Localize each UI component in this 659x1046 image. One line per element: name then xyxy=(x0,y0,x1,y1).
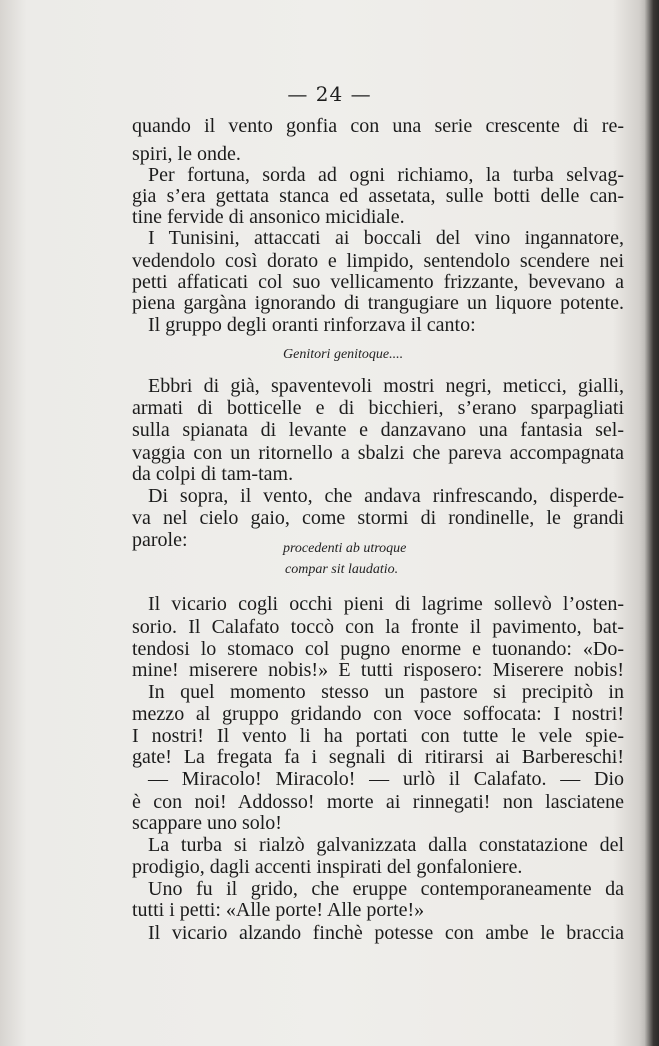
text-line: da colpi di tam-tam. xyxy=(132,463,294,485)
text-line: tine fervide di ansonico micidiale. xyxy=(132,206,405,228)
text-line: mezzo al gruppo gridando con voce soffocata: I nostri! xyxy=(132,703,624,725)
text-line: piena gargàna ignorando di trangugiare un liquore potente. xyxy=(132,292,624,314)
text-line: gia s’era gettata stanca ed assetata, sulle botti delle can- xyxy=(132,185,624,207)
text-line: spiri, le onde. xyxy=(132,143,241,165)
text-line: è con noi! Addosso! morte ai rinnegati! non lasciatene xyxy=(132,791,624,813)
text-line: quando il vento gonfia con una serie crescente di re- xyxy=(132,115,624,137)
text-line: tutti i petti: «Alle porte! Alle porte!» xyxy=(132,899,425,921)
text-line: Il vicario cogli occhi pieni di lagrime sollevò l’osten- xyxy=(148,593,624,615)
text-line: Ebbri di già, spaventevoli mostri negri, meticci, gialli, xyxy=(148,375,624,397)
text-line: mine! miserere nobis!» E tutti risposero: Miserere nobis! xyxy=(132,659,624,681)
text-line: petti affaticati col suo vellicamento frizzante, bevevano a xyxy=(132,271,624,293)
text-line: I nostri! Il vento li ha portati con tutte le vele spie- xyxy=(132,725,624,747)
text-line: prodigio, dagli accenti inspirati del gonfaloniere. xyxy=(132,856,523,878)
text-line: gate! La fregata fa i segnali di ritirarsi ai Barbereschi! xyxy=(132,746,624,768)
text-line: va nel cielo gaio, come stormi di rondinelle, le grandi xyxy=(132,507,624,529)
text-line: In quel momento stesso un pastore si precipitò in xyxy=(148,681,624,703)
liturgical-verse: Genitori genitoque.... xyxy=(283,347,404,362)
text-line: Per fortuna, sorda ad ogni richiamo, la turba selvag- xyxy=(148,164,624,186)
text-line: sulla spianata di levante e danzavano una fantasia sel- xyxy=(132,419,624,441)
text-line: Il vicario alzando finchè potesse con ambe le braccia xyxy=(148,922,624,944)
text-line: vedendolo così dorato e limpido, sentendolo scendere nei xyxy=(132,250,624,272)
text-line: Il gruppo degli oranti rinforzava il canto: xyxy=(148,314,476,336)
text-line: Di sopra, il vento, che andava rinfrescando, disperde- xyxy=(148,485,624,507)
liturgical-verse: compar sit laudatio. xyxy=(285,562,399,577)
text-line: sorio. Il Calafato toccò con la fronte il pavimento, bat- xyxy=(132,616,624,638)
text-line: La turba si rialzò galvanizzata dalla constatazione del xyxy=(148,834,624,856)
text-line: — Miracolo! Miracolo! — urlò il Calafato. — Dio xyxy=(148,768,624,790)
page-number: — 24 — xyxy=(287,82,372,106)
text-line: armati di botticelle e di bicchieri, s’erano sparpagliati xyxy=(132,397,624,419)
text-line: I Tunisini, attaccati ai boccali del vino ingannatore, xyxy=(148,227,624,249)
page-edge-shadow xyxy=(645,0,659,1046)
text-line: parole: xyxy=(132,529,188,551)
liturgical-verse: procedenti ab utroque xyxy=(283,541,407,556)
text-line: scappare uno solo! xyxy=(132,812,282,834)
text-line: Uno fu il grido, che eruppe contemporaneamente da xyxy=(148,878,624,900)
text-line: tendosi lo stomaco col pugno enorme e tuonando: «Do- xyxy=(132,638,624,660)
text-line: vaggia con un ritornello a sbalzi che pareva accompagnata xyxy=(132,442,624,464)
